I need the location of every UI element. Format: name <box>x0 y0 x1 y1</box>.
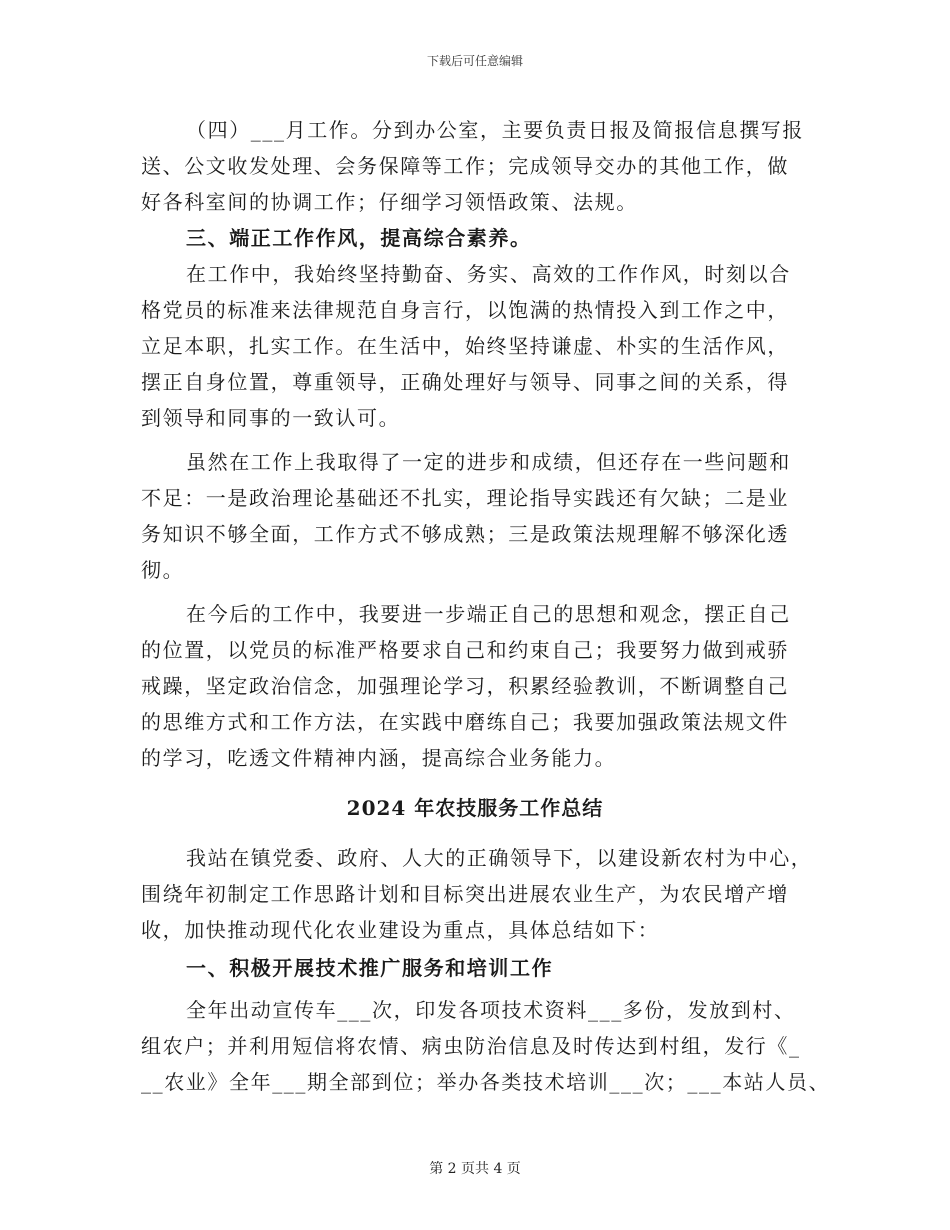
paragraph-line: 虽然在工作上我取得了一定的进步和成绩，但还存在一些问题和 <box>186 450 791 474</box>
section-heading: 三、端正工作作风，提高综合素养。 <box>186 226 532 250</box>
paragraph-line: __农业》全年___期全部到位；举办各类技术培训___次；___本站人员、 <box>141 1070 831 1094</box>
page-footer: 第 2 页共 4 页 <box>429 1161 521 1177</box>
paragraph-line: 我站在镇党委、政府、人大的正确领导下，以建设新农村为中心， <box>186 846 813 870</box>
paragraph-line: 的思维方式和工作方法，在实践中磨练自己；我要加强政策法规文件 <box>141 710 789 734</box>
paragraph-line: 收，加快推动现代化农业建设为重点，具体总结如下： <box>141 918 660 942</box>
paragraph-line: 立足本职，扎实工作。在生活中，始终坚持谦虚、朴实的生活作风， <box>141 334 789 358</box>
paragraph-line: 务知识不够全面，工作方式不够成熟；三是政策法规理解不够深化透 <box>141 522 789 546</box>
paragraph-line: 戒躁，坚定政治信念，加强理论学习，积累经验教训，不断调整自己 <box>141 674 789 698</box>
paragraph-line: 在今后的工作中，我要进一步端正自己的思想和观念，摆正自己 <box>186 602 791 626</box>
paragraph-line: （四）___月工作。分到办公室，主要负责日报及简报信息撰写报 <box>186 118 804 142</box>
paragraph-line: 组农户；并利用短信将农情、病虫防治信息及时传达到村组，发行《_ <box>141 1034 801 1058</box>
paragraph-line: 好各科室间的协调工作；仔细学习领悟政策、法规。 <box>141 190 638 214</box>
paragraph-line: 不足：一是政治理论基础还不扎实，理论指导实践还有欠缺；二是业 <box>141 486 789 510</box>
paragraph-line: 的学习，吃透文件精神内涵，提高综合业务能力。 <box>141 746 617 770</box>
section-heading: 一、积极开展技术推广服务和培训工作 <box>186 956 554 980</box>
page-header: 下载后可任意编辑 <box>426 54 523 68</box>
paragraph-line: 围绕年初制定工作思路计划和目标突出进展农业生产，为农民增产增 <box>141 882 789 906</box>
paragraph-line: 彻。 <box>141 558 185 582</box>
paragraph-line: 摆正自身位置，尊重领导，正确处理好与领导、同事之间的关系，得 <box>141 370 789 394</box>
paragraph-line: 送、公文收发处理、会务保障等工作；完成领导交办的其他工作，做 <box>141 154 789 178</box>
document-title: 2024 年农技服务工作总结 <box>346 796 604 820</box>
paragraph-line: 的位置，以党员的标准严格要求自己和约束自己；我要努力做到戒骄 <box>141 638 789 662</box>
paragraph-line: 全年出动宣传车___次，印发各项技术资料___多份，发放到村、 <box>186 998 796 1022</box>
paragraph-line: 到领导和同事的一致认可。 <box>141 406 401 430</box>
paragraph-line: 格党员的标准来法律规范自身言行，以饱满的热情投入到工作之中， <box>141 298 789 322</box>
paragraph-line: 在工作中，我始终坚持勤奋、务实、高效的工作作风，时刻以合 <box>186 262 791 286</box>
